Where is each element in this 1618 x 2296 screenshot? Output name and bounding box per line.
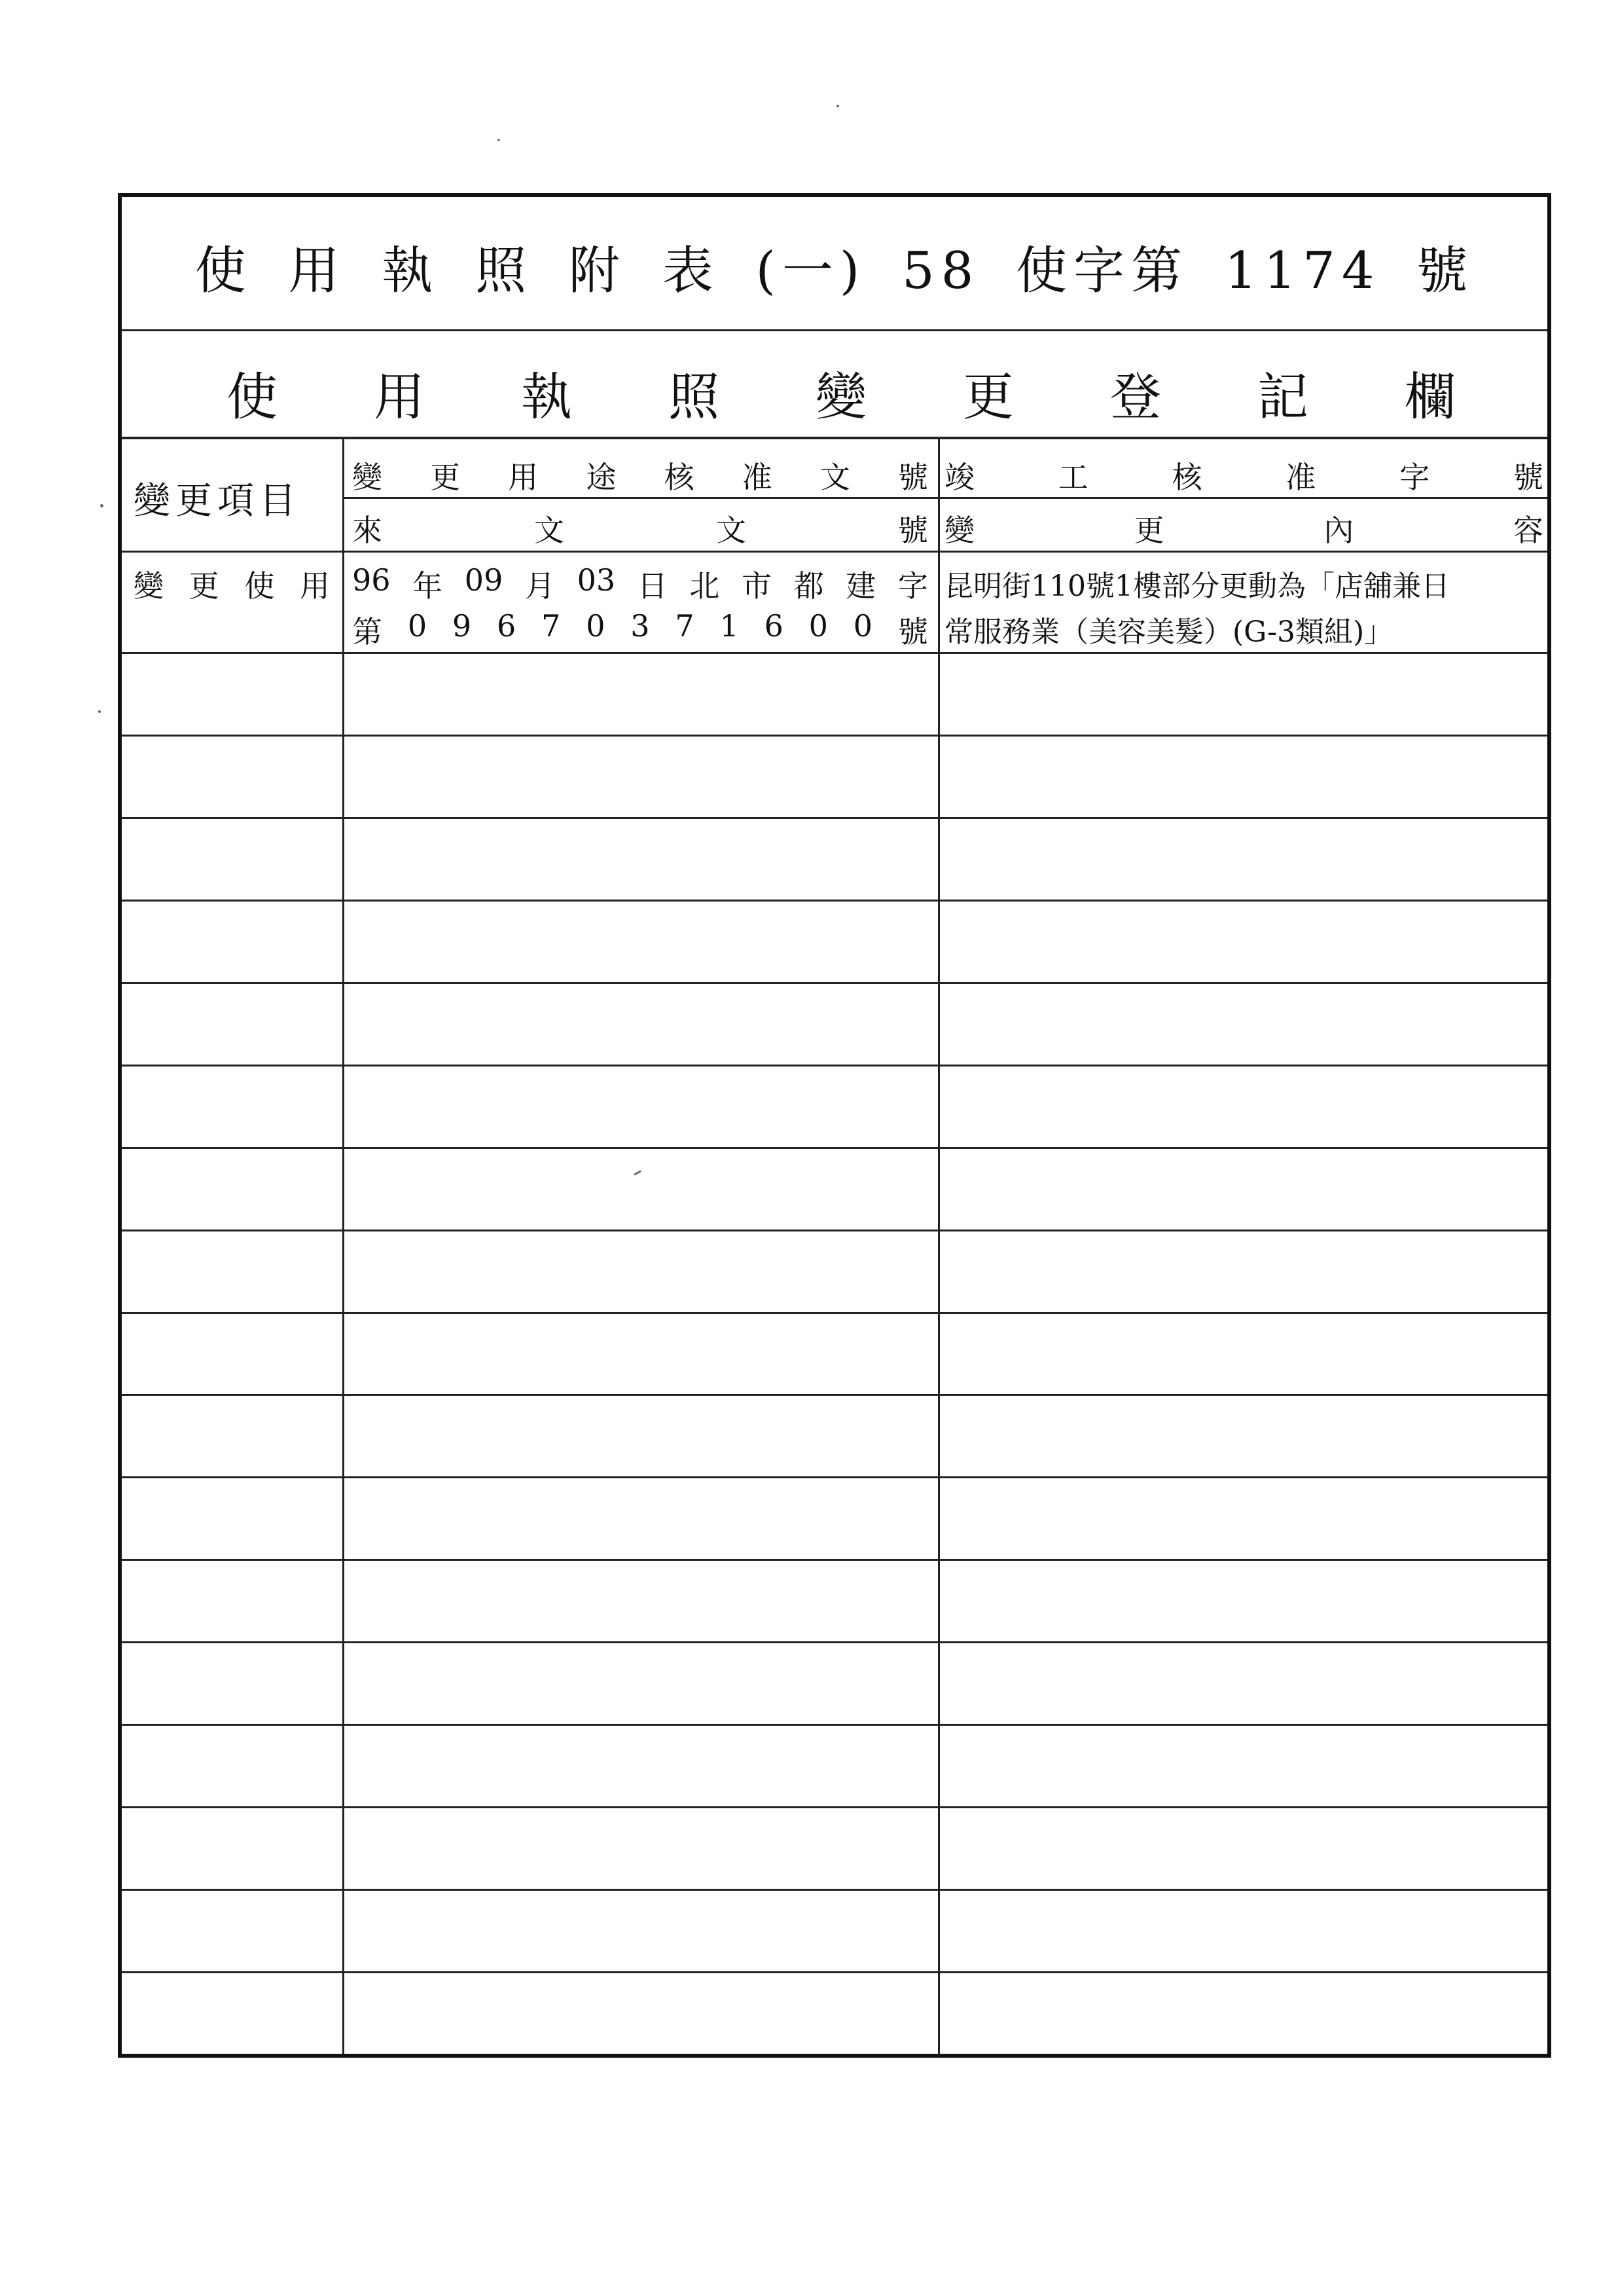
entry-char: 09	[464, 562, 503, 598]
row-divider	[122, 1724, 1547, 1726]
header-item-label: 變更項目	[134, 480, 301, 522]
header-char: 更	[430, 460, 461, 495]
entry-char: 7	[675, 608, 694, 644]
row-divider	[122, 900, 1547, 902]
entry-char: 月	[524, 568, 555, 604]
entry-char: 3	[630, 608, 650, 644]
entry-char: 7	[541, 608, 561, 644]
subtitle-char: 使	[226, 368, 278, 427]
subtitle-char: 變	[815, 368, 867, 427]
header-char: 文	[819, 460, 850, 495]
header-col2-bottom	[352, 507, 928, 550]
row-divider	[122, 1394, 1547, 1396]
scan-speck	[497, 139, 500, 141]
header-char: 核	[1172, 460, 1202, 495]
entry-content-line1: 昆明街110號1樓部分更動為「店舖兼日	[944, 570, 1450, 603]
row-divider	[122, 1312, 1547, 1314]
row-divider	[122, 982, 1547, 984]
entry-char: 使	[244, 568, 275, 604]
scan-speck	[836, 105, 839, 107]
header-char: 工	[1058, 460, 1088, 495]
header-char: 竣	[944, 460, 975, 495]
entry-char: 1	[719, 608, 739, 644]
row-divider	[122, 1559, 1547, 1561]
header-char: 更	[1134, 513, 1164, 548]
entry-char: 0	[808, 608, 828, 644]
header-mid-divider	[342, 497, 1547, 499]
header-char: 文	[534, 513, 564, 548]
entry-char: 0	[407, 608, 427, 644]
header-col3-bottom	[944, 507, 1543, 550]
subtitle-char: 執	[520, 368, 572, 427]
row-divider	[122, 1147, 1547, 1149]
entry-char: 號	[897, 614, 928, 649]
entry-char: 用	[299, 568, 330, 604]
entry-char: 都	[793, 568, 824, 604]
form-title: 使 用 執 照 附 表 (一) 58 使字第 1174 號	[194, 242, 1475, 301]
entry-char: 03	[577, 562, 616, 598]
row-divider	[122, 817, 1547, 819]
row-divider	[122, 652, 1547, 654]
header-char: 內	[1323, 513, 1354, 548]
header-char: 號	[898, 513, 928, 548]
column-divider-2	[938, 439, 940, 2054]
row-divider	[122, 1641, 1547, 1643]
header-char: 來	[352, 513, 382, 548]
header-col2-top	[352, 454, 928, 497]
header-char: 准	[742, 460, 772, 495]
header-char: 號	[1513, 460, 1543, 495]
entry-content-line2: 常服務業（美容美髮）(G-3類組)」	[944, 615, 1393, 649]
entry-char: 變	[134, 568, 164, 604]
scan-speck	[98, 710, 101, 713]
column-divider-1	[342, 439, 344, 2054]
entry-char: 更	[189, 568, 219, 604]
entry-char: 0	[853, 608, 873, 644]
row-divider	[122, 1065, 1547, 1066]
entry-doc-line1	[352, 562, 928, 606]
entry-char: 6	[497, 608, 516, 644]
header-char: 准	[1285, 460, 1316, 495]
header-char: 變	[352, 460, 382, 495]
entry-char: 建	[846, 568, 876, 604]
subtitle-row	[122, 331, 1547, 439]
row-divider	[122, 1476, 1547, 1478]
header-char: 字	[1399, 460, 1430, 495]
entry-char: 9	[452, 608, 472, 644]
subtitle-char: 更	[962, 368, 1014, 427]
row-divider	[122, 1971, 1547, 1973]
subtitle-char: 照	[668, 368, 719, 427]
subtitle-char: 記	[1257, 368, 1308, 427]
header-char: 變	[944, 513, 975, 548]
row-divider	[122, 735, 1547, 737]
row-divider	[122, 1806, 1547, 1808]
entry-char: 0	[586, 608, 605, 644]
title-row	[122, 197, 1547, 331]
header-bottom-divider	[122, 551, 1547, 553]
entry-char: 6	[764, 608, 783, 644]
header-char: 文	[716, 513, 746, 548]
header-char: 號	[897, 460, 928, 495]
header-char: 用	[508, 460, 539, 495]
row-divider	[122, 1889, 1547, 1891]
header-char: 核	[664, 460, 694, 495]
form-subtitle	[226, 356, 1456, 429]
subtitle-char: 登	[1109, 368, 1161, 427]
entry-doc-line2	[352, 608, 928, 651]
subtitle-char: 欄	[1404, 368, 1456, 427]
entry-char: 日	[637, 568, 668, 604]
subtitle-char: 用	[373, 368, 425, 427]
header-char: 容	[1513, 513, 1543, 548]
entry-char: 第	[352, 614, 382, 649]
usage-permit-form	[118, 193, 1551, 2058]
entry-char: 96	[352, 562, 391, 598]
scan-speck	[100, 504, 103, 507]
entry-item	[134, 562, 330, 606]
entry-char: 字	[897, 568, 928, 604]
header-col3-top	[944, 454, 1543, 497]
header-char: 途	[586, 460, 617, 495]
entry-char: 市	[742, 568, 772, 604]
entry-char: 年	[412, 568, 443, 604]
row-divider	[122, 1230, 1547, 1231]
entry-char: 北	[689, 568, 720, 604]
